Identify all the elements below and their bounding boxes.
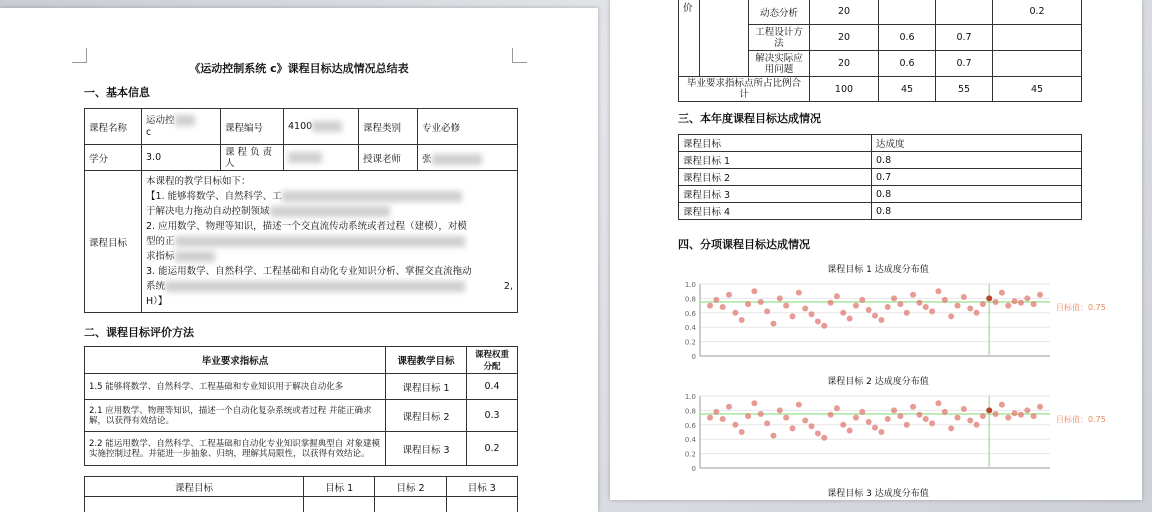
achievement-goal: 课程目标 1 [679,152,872,169]
achievement-goal: 课程目标 2 [679,169,872,186]
data-point [891,407,897,413]
data-point [783,415,789,421]
achievement-table [678,134,1082,220]
data-point [745,413,751,419]
y-tick-label: 0.4 [684,324,696,333]
data-point [726,292,732,298]
achievement-value: 0.8 [872,186,1082,203]
data-point [1031,413,1037,419]
data-point [872,425,878,431]
data-point [910,292,916,298]
course-owner-label: 课 程 负 责 人 [221,145,284,171]
y-tick-label: 0 [691,465,696,473]
weights-item-value: 0.7 [936,51,993,77]
data-point [770,321,776,327]
basic-info-table [84,108,518,313]
eval-goal-cell: 课程目标 2 [386,400,467,432]
data-point [828,300,834,306]
data-point [726,404,732,410]
course-goals-label: 课程目标 [85,171,142,313]
data-point [866,419,872,425]
goals-line: H）】 [146,296,168,307]
summary-header: 目标 1 [304,477,375,497]
weights-item-value: 0.2 [993,0,1082,25]
document-page-left [0,8,598,512]
course-goals-text [142,171,518,313]
goals-line: 系统 2, [146,281,513,292]
data-point [935,288,941,294]
section-heading-basic: 一、基本信息 [84,86,150,99]
data-point [707,303,713,309]
data-point [974,310,980,316]
eval-weight-cell: 0.2 [467,432,518,466]
document-title: 《运动控制系统 c》课程目标达成情况总结表 [189,62,409,75]
data-point [790,313,796,319]
data-point [783,303,789,309]
y-tick-label: 0.4 [684,436,696,445]
data-point [942,297,948,303]
data-point [777,295,783,301]
y-tick-label: 0.6 [684,309,696,318]
y-tick-label: 1.0 [684,393,696,401]
summary-header: 目标 2 [375,477,446,497]
data-point [707,415,713,421]
eval-header-goal: 课程教学目标 [386,347,467,374]
weights-item-total: 20 [810,51,879,77]
document-page-right [610,0,1142,500]
course-code-label: 课程编号 [221,109,284,145]
weights-item-value [993,25,1082,51]
data-point [897,301,903,307]
data-point [1024,295,1030,301]
data-point [929,420,935,426]
data-point [1031,301,1037,307]
data-point [739,429,745,435]
teacher-label: 授课老师 [359,145,418,171]
weights-sum-total: 100 [810,77,879,102]
data-point [764,308,770,314]
data-point [840,310,846,316]
y-tick-label: 0.8 [684,407,696,416]
data-point [751,288,757,294]
data-point [980,301,986,307]
y-tick-label: 0.8 [684,295,696,304]
section-heading-eval: 二、课程目标评价方法 [84,326,194,339]
data-point [904,310,910,316]
data-point [961,406,967,412]
y-tick-label: 1.0 [684,281,696,289]
data-point [732,422,738,428]
data-point [859,297,865,303]
data-point [815,318,821,324]
credit-label: 学分 [85,145,142,171]
data-point [720,304,726,310]
achievement-header: 课程目标 [679,135,872,152]
weights-sum-label: 毕业要求指标点所占比例合计 [679,77,810,102]
data-point [802,305,808,311]
data-point [790,425,796,431]
course-name-value: 运动控 c [142,109,221,145]
eval-goal-cell: 课程目标 3 [386,432,467,466]
data-point [764,420,770,426]
data-point [923,304,929,310]
data-point [802,417,808,423]
data-point [885,304,891,310]
data-point [1018,300,1024,306]
weights-sum-value: 45 [879,77,936,102]
achievement-goal: 课程目标 4 [679,203,872,220]
data-point [713,297,719,303]
data-point [809,311,815,317]
data-point [847,428,853,434]
goals-line: 3. 能运用数学、自然科学、工程基础和自动化专业知识分析、掌握交直流拖动 [146,266,472,277]
data-point [1037,404,1043,410]
data-point [745,301,751,307]
data-point [853,303,859,309]
eval-point-cell: 2.1 应用数学、物理等知识，描述一个自动化复杂系统或者过程 并能正确求解，以获得有效结论。 [85,400,386,432]
data-point [739,317,745,323]
summary-header: 课程目标 [85,477,304,497]
data-point [866,307,872,313]
teacher-value: 张 [418,145,518,171]
achievement-header: 达成度 [872,135,1082,152]
data-point [878,317,884,323]
chart-title-goal1: 课程目标 1 达成度分布值 [827,265,929,275]
eval-header-point: 毕业要求指标点 [85,347,386,374]
scatter-chart-goal2 [670,388,1110,478]
y-tick-label: 0.2 [684,338,696,347]
data-point [916,300,922,306]
data-point [910,404,916,410]
y-tick-label: 0.2 [684,450,696,459]
data-point [713,409,719,415]
goals-line: 【1. 能够将数学、自然科学、工 [146,189,513,204]
data-point [942,409,948,415]
eval-point-cell: 2.2 能运用数学、自然科学、工程基础和自动化专业知识掌握典型自 对象建模实施控制过程。并能进一步抽象、归纳，理解其局限性，以获得有效结论。 [85,432,386,466]
data-point [897,413,903,419]
data-point [948,425,954,431]
data-point [1005,303,1011,309]
eval-header-weight: 课程权重分配 [467,347,518,374]
weights-item-value [936,0,993,25]
data-point [777,407,783,413]
weights-item-value [993,51,1082,77]
weights-item-total: 20 [810,0,879,25]
eval-weight-cell: 0.3 [467,400,518,432]
goals-intro: 本课程的教学目标如下： [146,176,251,187]
weights-sum-value: 55 [936,77,993,102]
data-point [891,295,897,301]
data-point [948,313,954,319]
credit-value: 3.0 [142,145,221,171]
data-point [828,412,834,418]
target-label: 目标值：0.75 [1056,415,1106,424]
target-label: 目标值：0.75 [1056,303,1106,312]
data-point [1005,415,1011,421]
data-point [821,323,827,329]
section-heading-achievement: 三、本年度课程目标达成情况 [678,112,821,125]
data-point [974,422,980,428]
data-point [834,293,840,299]
data-point [993,411,999,417]
weights-item-value: 0.6 [879,51,936,77]
data-point [980,413,986,419]
evaluation-table [84,346,518,466]
data-point [904,422,910,428]
data-point [878,429,884,435]
data-point [834,405,840,411]
data-point [796,290,802,296]
weights-table-continued [678,0,1082,102]
data-point [840,422,846,428]
data-point [923,416,929,422]
data-point [916,412,922,418]
eval-weight-cell: 0.4 [467,374,518,400]
achievement-value: 0.8 [872,203,1082,220]
data-point [732,310,738,316]
section-heading-distribution: 四、分项课程目标达成情况 [678,238,810,251]
data-point [1012,410,1018,416]
goals-line: 于解决电力拖动自动控制领域 [146,204,513,219]
data-point [1037,292,1043,298]
data-point [986,407,992,413]
data-point [967,305,973,311]
chart-title-goal3: 课程目标 3 达成度分布值 [827,489,929,499]
data-point [1024,407,1030,413]
data-point [1012,298,1018,304]
weights-item-name: 工程设计方法 [749,25,810,51]
achievement-goal: 课程目标 3 [679,186,872,203]
weights-row-label: 价 [679,0,700,77]
course-name-label: 课程名称 [85,109,142,145]
data-point [821,435,827,441]
goals-line: 型的正 [146,234,513,249]
weights-item-value [879,0,936,25]
goals-line: 2. 应用数学、物理等知识，描述一个交直流传动系统或者过程（建模），对模 [146,221,467,232]
goal-summary-table [84,476,518,512]
y-tick-label: 0.6 [684,421,696,430]
data-point [758,299,764,305]
data-point [885,416,891,422]
data-point [770,433,776,439]
data-point [796,402,802,408]
goals-line: 求指标 [146,249,513,264]
course-type-label: 课程类别 [359,109,418,145]
course-type-value: 专业必修 [418,109,518,145]
course-code-value: 4100 [284,109,359,145]
data-point [751,400,757,406]
data-point [758,411,764,417]
weights-item-name: 动态分析 [749,0,810,25]
weights-item-value: 0.7 [936,25,993,51]
data-point [955,415,961,421]
data-point [815,430,821,436]
scatter-chart-goal1 [670,276,1110,366]
weights-item-name: 解决实际应用问题 [749,51,810,77]
data-point [967,417,973,423]
data-point [999,402,1005,408]
achievement-value: 0.8 [872,152,1082,169]
data-point [809,423,815,429]
data-point [999,290,1005,296]
eval-goal-cell: 课程目标 1 [386,374,467,400]
y-tick-label: 0 [691,353,696,361]
chart-title-goal2: 课程目标 2 达成度分布值 [827,377,929,387]
data-point [872,313,878,319]
data-point [853,415,859,421]
data-point [935,400,941,406]
data-point [720,416,726,422]
data-point [859,409,865,415]
weights-item-value: 0.6 [879,25,936,51]
eval-point-cell: 1.5 能够将数学、自然科学、工程基础和专业知识用于解决自动化多 [85,374,386,400]
data-point [955,303,961,309]
data-point [1018,412,1024,418]
weights-item-total: 20 [810,25,879,51]
data-point [847,316,853,322]
data-point [993,299,999,305]
summary-header: 目标 3 [446,477,517,497]
course-owner-value [284,145,359,171]
data-point [961,294,967,300]
weights-sum-value: 45 [993,77,1082,102]
achievement-value: 0.7 [872,169,1082,186]
data-point [986,295,992,301]
data-point [929,308,935,314]
